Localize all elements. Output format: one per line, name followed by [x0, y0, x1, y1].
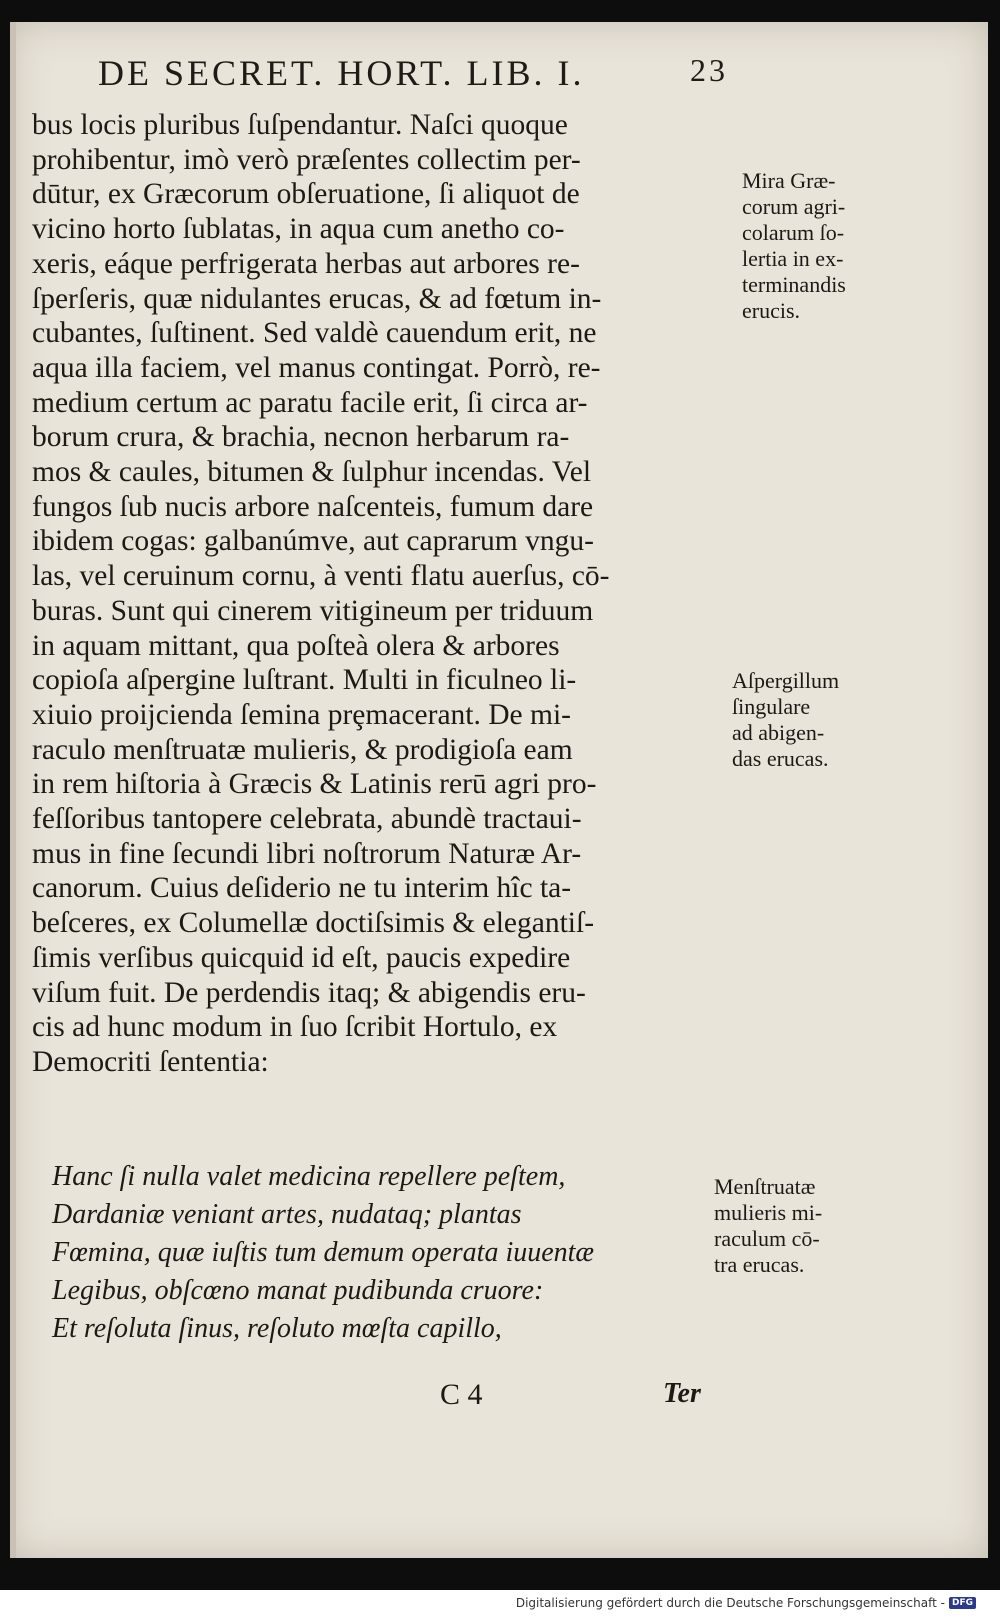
body-line: prohibentur, imò verò præſentes collectim per-: [32, 143, 581, 176]
body-line: in aquam mittant, qua poſteà olera & arbores: [32, 629, 560, 662]
page-number: 23: [690, 52, 728, 88]
verse-line: Hanc ſi nulla valet medicina repellere peſtem,: [52, 1161, 566, 1192]
digitization-credit: [516, 1596, 976, 1610]
body-line: las, vel ceruinum cornu, à venti flatu auerſus, cō-: [32, 560, 610, 593]
margin-note-line: raculum cō-: [714, 1226, 820, 1251]
body-line: copioſa aſpergine luſtrant. Multi in ficulneo li-: [32, 664, 577, 697]
margin-note-line: lertia in ex-: [742, 246, 844, 271]
verse-line: Dardaniæ veniant artes, nudataq; plantas: [52, 1199, 522, 1230]
margin-note-line: mulieris mi-: [714, 1200, 823, 1225]
margin-note-line: Menſtruatæ: [714, 1174, 816, 1199]
body-line: bus locis pluribus ſuſpendantur. Naſci quoque: [32, 109, 568, 141]
margin-note-3: [714, 1174, 822, 1278]
body-line: raculo menſtruatæ mulieris, & prodigioſa eam: [32, 733, 573, 766]
page-edge: [10, 22, 16, 1558]
body-line: feſſoribus tantopere celebrata, abundè tractaui-: [32, 803, 582, 836]
margin-note-2: [732, 668, 839, 772]
credit-text: Digitalisierung gefördert durch die Deutsche Forschungsgemeinschaft -: [515, 1596, 945, 1610]
body-line: vicino horto ſublatas, in aqua cum anetho co-: [32, 213, 565, 246]
dfg-logo-icon: DFG: [949, 1597, 976, 1609]
body-line: buras. Sunt qui cinerem vitigineum per triduum: [32, 594, 594, 627]
verse-line: Legibus, obſcœno manat pudibunda cruore:: [52, 1275, 544, 1306]
catchword: Ter: [663, 1378, 701, 1409]
margin-note-line: Aſpergillum: [732, 668, 840, 693]
body-line: fungos ſub nucis arbore naſcenteis, fumum dare: [32, 490, 594, 523]
body-line: cis ad hunc modum in ſuo ſcribit Hortulo, ex: [32, 1011, 558, 1044]
running-head: [98, 52, 738, 112]
margin-note-line: corum agri-: [742, 194, 846, 219]
margin-note-line: ſingulare: [732, 694, 811, 719]
margin-note-line: terminandis: [742, 272, 846, 297]
verse-quotation: [52, 1158, 692, 1348]
body-line: ſperſeris, quæ nidulantes erucas, & ad fœtum in-: [32, 282, 602, 315]
body-line: in rem hiſtoria à Græcis & Latinis rerū agri pro-: [32, 768, 597, 801]
body-line: medium certum ac paratu facile erit, ſi circa ar-: [32, 386, 588, 419]
margin-note-line: Mira Græ-: [742, 168, 836, 193]
verse-line: Fœmina, quæ iuſtis tum demum operata iuuentæ: [52, 1237, 595, 1268]
running-title: DE SECRET. HORT. LIB. I.: [98, 53, 585, 93]
body-line: cubantes, ſuſtinent. Sed valdè cauendum erit, ne: [32, 317, 597, 350]
margin-note-line: colarum ſo-: [742, 220, 845, 245]
body-line: xeris, eáque perfrigerata herbas aut arbores re-: [32, 247, 580, 280]
margin-note-line: tra erucas.: [714, 1252, 805, 1277]
margin-note-1: [742, 168, 846, 324]
body-line: ſimis verſibus quicquid id eſt, paucis expedire: [32, 941, 571, 974]
body-line: xiuio proijcienda ſemina prȩmacerant. De mi-: [32, 698, 571, 731]
margin-note-line: erucis.: [742, 298, 801, 323]
margin-note-line: ad abigen-: [732, 720, 825, 745]
margin-note-line: das erucas.: [732, 746, 829, 771]
signature-mark: C 4: [440, 1378, 483, 1411]
body-line: dūtur, ex Græcorum obſeruatione, ſi aliquot de: [32, 178, 580, 211]
body-line: mus in fine ſecundi libri noſtrorum Naturæ Ar-: [32, 837, 582, 870]
body-line: Democriti ſententia:: [32, 1045, 269, 1078]
body-line: beſceres, ex Columellæ doctiſsimis & elegantiſ-: [32, 907, 595, 940]
body-line: mos & caules, bitumen & ſulphur incendas. Vel: [32, 456, 592, 489]
body-line: ibidem cogas: galbanúmve, aut caprarum vngu-: [32, 525, 594, 558]
body-line: viſum fuit. De perdendis itaq; & abigendis eru-: [32, 976, 586, 1009]
verse-line: Et reſoluta ſinus, reſoluto mœſta capillo,: [52, 1313, 502, 1344]
body-text: [32, 108, 752, 1080]
body-line: borum crura, & brachia, necnon herbarum ra-: [32, 421, 570, 454]
body-line: canorum. Cuius deſiderio ne tu interim hîc ta-: [32, 872, 572, 905]
body-line: aqua illa faciem, vel manus contingat. Porrò, re-: [32, 351, 601, 384]
